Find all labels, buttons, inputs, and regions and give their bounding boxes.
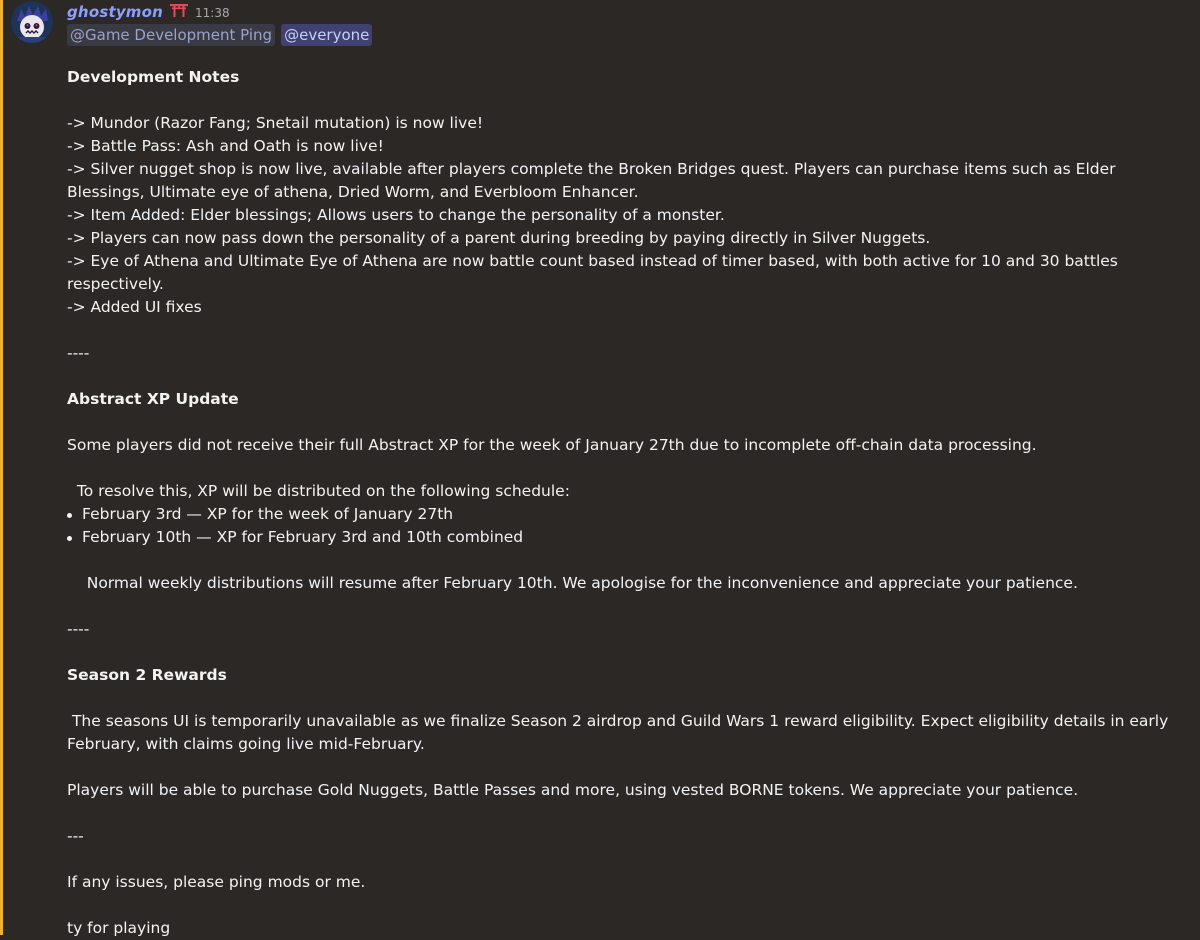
username[interactable]: ghostymon [67, 3, 164, 21]
list-item: February 3rd — XP for the week of January 27th [67, 503, 1192, 526]
dev-note-line: -> Players can now pass down the personality of a parent during breeding by paying directly in Silver Nuggets. [67, 229, 931, 247]
message-content [67, 66, 1192, 940]
section-heading-season2: Season 2 Rewards [67, 666, 227, 684]
xp-intro: Some players did not receive their full Abstract XP for the week of January 27th due to incomplete off-chain data processing. [67, 436, 1037, 454]
ghost-avatar-icon [11, 1, 53, 43]
message-header [67, 2, 230, 22]
list-item: February 10th — XP for February 3rd and 10th combined [67, 526, 1192, 549]
mentions-row [67, 24, 372, 46]
xp-schedule-intro: To resolve this, XP will be distributed on the following schedule: [67, 482, 570, 500]
divider-text: --- [67, 827, 84, 845]
divider-text: ---- [67, 344, 90, 362]
everyone-mention[interactable]: @everyone [281, 24, 372, 46]
dev-note-line: -> Added UI fixes [67, 298, 202, 316]
section-heading-dev-notes: Development Notes [67, 68, 240, 86]
dev-note-line: -> Battle Pass: Ash and Oath is now live! [67, 137, 384, 155]
season2-paragraph: The seasons UI is temporarily unavailable as we finalize Season 2 airdrop and Guild Wars 1 reward eligibility. Expect eligibility details in early February, with claims going live mid-February. [67, 712, 1174, 753]
timestamp[interactable]: 11:38 [195, 6, 230, 20]
role-mention[interactable]: @Game Development Ping [67, 24, 275, 46]
dev-note-line: -> Mundor (Razor Fang; Snetail mutation) is now live! [67, 114, 484, 132]
dev-note-line: -> Eye of Athena and Ultimate Eye of Athena are now battle count based instead of timer based, with both active for 10 and 30 battles respectively. [67, 252, 1123, 293]
avatar[interactable] [11, 1, 53, 43]
xp-closing: Normal weekly distributions will resume after February 10th. We apologise for the inconvenience and appreciate your patience. [67, 574, 1078, 592]
xp-schedule-list [67, 503, 1192, 549]
divider-text: ---- [67, 620, 90, 638]
footer-line: If any issues, please ping mods or me. [67, 873, 366, 891]
section-heading-xp-update: Abstract XP Update [67, 390, 239, 408]
footer-line: ty for playing [67, 919, 171, 937]
dev-note-line: -> Item Added: Elder blessings; Allows users to change the personality of a monster. [67, 206, 725, 224]
dev-note-line: -> Silver nugget shop is now live, available after players complete the Broken Bridges quest. Players can purchase items such as Elder Blessings, Ultimate eye of athena, Dried Worm, and Everbloom Enhancer. [67, 160, 1121, 201]
season2-paragraph: Players will be able to purchase Gold Nuggets, Battle Passes and more, using vested BORNE tokens. We appreciate your patience. [67, 781, 1079, 799]
torii-gate-icon [169, 2, 189, 16]
